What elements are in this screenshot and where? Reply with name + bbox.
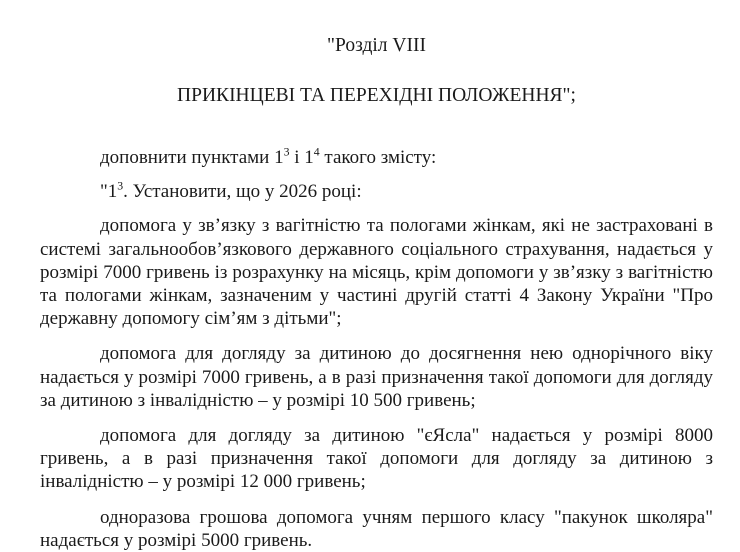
superscript-three-item: 3: [117, 179, 124, 193]
document-title: [40, 8, 713, 133]
spacer-after-paragraph-1: [40, 330, 713, 342]
paragraph-eyasla-allowance: допомога для догляду за дитиною "єЯсла" надається у розмірі 8000 гривень, а в разі призначення такої допомоги для догляду за дитиною з інвалідністю – у розмірі 12 000 гривень;: [40, 425, 713, 493]
spacer-after-intro: [40, 169, 713, 180]
spacer-after-item-heading: [40, 203, 713, 214]
intro-text-after-superscript-2: такого змісту:: [319, 147, 437, 168]
title-line-heading: ПРИКІНЦЕВІ ТА ПЕРЕХІДНІ ПОЛОЖЕННЯ";: [177, 85, 576, 106]
paragraph-maternity-allowance: допомога у зв’язку з вагітністю та пологами жінкам, які не застраховані в системі загальнообов’язкового державного соціального страхування, надається у розмірі 7000 гривень із розрахунку на місяць, крім допомоги у зв’язку з вагітністю та пологами жінкам, зазначеним у частині другій статті 4 Закону України "Про державну допомогу сім’ям з дітьми";: [40, 215, 713, 330]
paragraph-school-package-allowance: одноразова грошова допомога учням першого класу "пакунок школяра" надається у розмірі 5000 гривень.: [40, 506, 713, 551]
spacer-after-paragraph-2: [40, 412, 713, 424]
intro-text-before-superscript-1: доповнити пунктами 1: [100, 147, 284, 168]
paragraph-intro: [40, 146, 713, 169]
item-heading-before-superscript: "1: [100, 181, 118, 203]
paragraph-childcare-allowance: допомога для догляду за дитиною до досягнення нею однорічного віку надається у розмірі 7000 гривень, а в разі призначення такої допомоги для догляду за дитиною з інвалідністю – у розмірі 10 500 гривень;: [40, 343, 713, 411]
title-line-section: "Розділ VIII: [327, 35, 426, 56]
item-heading-after-superscript: . Установити, що у 2026 році:: [123, 181, 362, 203]
spacer-after-paragraph-3: [40, 494, 713, 506]
spacer-after-title: [40, 133, 713, 146]
paragraph-item-heading: [40, 180, 713, 203]
superscript-three-first: 3: [283, 145, 290, 159]
superscript-four: 4: [313, 145, 320, 159]
intro-text-between-superscripts: і 1: [289, 147, 314, 168]
